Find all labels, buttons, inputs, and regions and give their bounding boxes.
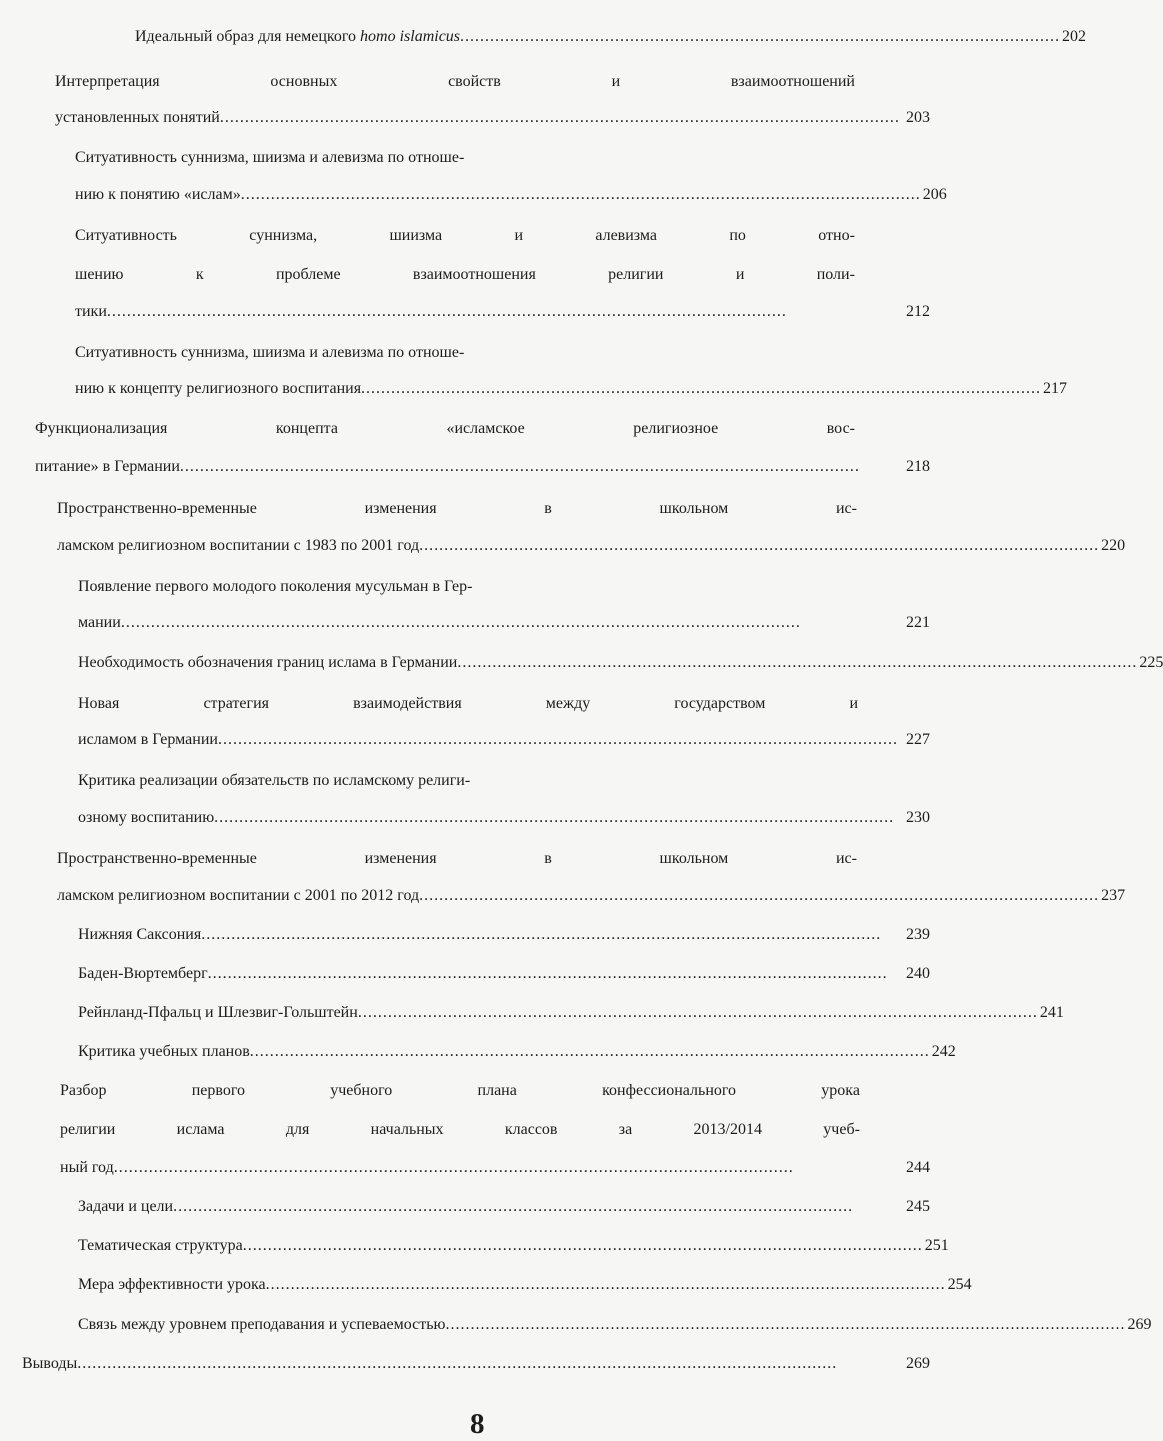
- toc-entry-line: [55, 73, 855, 91]
- leader-dots: ........................................................................................................................................: [214, 809, 895, 826]
- toc-entry[interactable]: [75, 303, 930, 321]
- toc-word: взаимоотношений: [730, 73, 855, 90]
- toc-page-number: 225: [1139, 654, 1163, 671]
- toc-word: Интерпретация: [55, 73, 160, 90]
- toc-page-number: 218: [906, 458, 930, 475]
- leader-dots: ........................................................................................................................................: [240, 186, 921, 203]
- leader-dots: ........................................................................................................................................: [265, 1276, 946, 1293]
- toc-entry[interactable]: [75, 380, 1068, 398]
- toc-entry-text: озному воспитанию: [78, 809, 215, 826]
- toc-word: школьном: [659, 850, 729, 867]
- toc-entry-text: Нижняя Саксония: [78, 926, 202, 943]
- toc-entry-text: тики: [75, 303, 107, 320]
- leader-dots: ........................................................................................................................................: [201, 926, 882, 943]
- toc-entry-text: Баден-Вюртемберг: [78, 965, 208, 982]
- toc-entry[interactable]: [78, 926, 930, 944]
- toc-word: концепта: [275, 420, 338, 437]
- leader-dots: ........................................................................................................................................: [219, 109, 900, 126]
- leader-dots: ........................................................................................................................................: [249, 1043, 930, 1060]
- toc-word: урока: [821, 1082, 860, 1099]
- toc-entry-line: [78, 695, 858, 713]
- leader-dots: ........................................................................................................................................: [217, 731, 898, 748]
- toc-word: школьном: [659, 500, 729, 517]
- toc-page-number: 202: [1062, 28, 1087, 45]
- toc-entry-text: Необходимость обозначения границ ислама в Германии: [78, 654, 458, 671]
- toc-entry[interactable]: [78, 809, 930, 827]
- toc-word: религиозное: [633, 420, 719, 437]
- toc-entry-line: [75, 266, 855, 284]
- toc-entry-line: [57, 500, 857, 518]
- toc-page-number: 269: [1127, 1316, 1152, 1333]
- toc-page-number: 203: [906, 109, 930, 126]
- toc-word: в: [544, 500, 552, 517]
- toc-word: учеб-: [823, 1121, 860, 1138]
- toc-word: между: [545, 695, 591, 712]
- toc-word: и: [735, 266, 745, 283]
- toc-word: Пространственно-временные: [57, 850, 257, 867]
- toc-word: ис-: [835, 850, 857, 867]
- toc-entry[interactable]: [78, 654, 1163, 672]
- toc-page-number: 221: [906, 614, 930, 631]
- toc-entry[interactable]: [35, 458, 930, 476]
- toc-word: основных: [270, 73, 338, 90]
- toc-entry-line: [35, 420, 855, 438]
- toc-word: религии: [608, 266, 664, 283]
- toc-page-number: 206: [922, 186, 947, 203]
- toc-entry-line: [75, 344, 464, 362]
- toc-page-number: 241: [1039, 1004, 1064, 1021]
- toc-page-number: 242: [931, 1043, 956, 1060]
- toc-word: и: [849, 695, 858, 712]
- leader-dots: ........................................................................................................................................: [357, 1004, 1038, 1021]
- toc-word: шению: [75, 266, 124, 283]
- toc-word: 2013/2014: [693, 1121, 762, 1138]
- toc-word: Разбор: [60, 1082, 107, 1099]
- leader-dots: ........................................................................................................................................: [457, 654, 1138, 671]
- toc-word: алевизма: [595, 227, 657, 244]
- toc-entry[interactable]: [78, 731, 930, 749]
- toc-entry[interactable]: [57, 537, 1126, 555]
- toc-entry[interactable]: [22, 1355, 930, 1373]
- toc-entry-text: Задачи и цели: [78, 1198, 174, 1215]
- toc-entry[interactable]: [78, 965, 930, 983]
- toc-entry[interactable]: [135, 28, 1087, 46]
- leader-dots: ........................................................................................................................................: [361, 380, 1042, 397]
- toc-word: вос-: [826, 420, 855, 437]
- toc-word: Функционализация: [35, 420, 168, 437]
- leader-dots: ........................................................................................................................................: [113, 1159, 794, 1176]
- toc-entry[interactable]: [78, 1276, 972, 1294]
- toc-word: и: [514, 227, 523, 244]
- toc-word: изменения: [364, 500, 437, 517]
- toc-entry-text: нию к концепту религиозного воспитания: [75, 380, 362, 397]
- leader-dots: ........................................................................................................................................................: [77, 1355, 838, 1372]
- toc-word: поли-: [816, 266, 855, 283]
- toc-entry-text: мании: [78, 614, 121, 631]
- leader-dots: ........................................................................................................................................: [120, 614, 801, 631]
- toc-entry-line: [60, 1082, 860, 1100]
- toc-page-number: 269: [906, 1355, 930, 1372]
- toc-word: ислама: [176, 1121, 225, 1138]
- leader-dots: ........................................................................................................................................: [419, 887, 1100, 904]
- toc-entry[interactable]: [55, 109, 930, 127]
- toc-word: взаимоотношения: [412, 266, 536, 283]
- toc-page-number: 237: [1101, 887, 1126, 904]
- toc-word: Ситуативность: [75, 227, 177, 244]
- toc-word: ис-: [835, 500, 857, 517]
- toc-entry[interactable]: [78, 1237, 949, 1255]
- toc-word: по: [729, 227, 746, 244]
- toc-entry-text: Ситуативность суннизма, шиизма и алевизма по отноше-: [75, 344, 465, 361]
- toc-word: классов: [504, 1121, 558, 1138]
- toc-word: и: [611, 73, 621, 90]
- toc-word: в: [544, 850, 552, 867]
- toc-word: взаимодействия: [353, 695, 462, 712]
- toc-word: конфессионального: [602, 1082, 737, 1099]
- toc-word: к: [195, 266, 204, 283]
- toc-entry-italic: homo islamicus: [360, 28, 461, 45]
- toc-entry-text: Тематическая структура: [78, 1237, 243, 1254]
- leader-dots: ........................................................................................................................................: [445, 1316, 1126, 1333]
- page-number: 8: [470, 1408, 485, 1440]
- toc-entry-text: питание» в Германии: [35, 458, 180, 475]
- toc-entry[interactable]: [78, 614, 930, 632]
- leader-dots: ........................................................................................................................................: [179, 458, 860, 475]
- toc-word: отно-: [818, 227, 855, 244]
- toc-page-number: 254: [947, 1276, 972, 1293]
- toc-word: для: [285, 1121, 310, 1138]
- toc-word: плана: [477, 1082, 517, 1099]
- toc-word: стратегия: [203, 695, 270, 712]
- toc-page-number: 245: [906, 1198, 930, 1215]
- toc-page-number: 239: [906, 926, 930, 943]
- toc-word: Пространственно-временные: [57, 500, 257, 517]
- toc-entry-text: Ситуативность суннизма, шиизма и алевизма по отноше-: [75, 149, 465, 166]
- toc-entry-text: Критика реализации обязательств по исламскому религи-: [78, 772, 471, 789]
- toc-page-number: 217: [1043, 380, 1068, 397]
- toc-entry-text: ный год: [60, 1159, 114, 1176]
- toc-entry-line: [78, 772, 470, 790]
- toc-word: «исламское: [446, 420, 525, 437]
- toc-word: шиизма: [389, 227, 443, 244]
- toc-entry[interactable]: [75, 186, 947, 204]
- toc-word: суннизма,: [249, 227, 318, 244]
- leader-dots: ........................................................................................................................................: [173, 1198, 854, 1215]
- toc-entry-text: нию к понятию «ислам»: [75, 186, 241, 203]
- toc-entry-text: Критика учебных планов: [78, 1043, 250, 1060]
- leader-dots: ........................................................................................................................................: [106, 303, 787, 320]
- toc-entry[interactable]: [78, 1316, 1152, 1334]
- toc-page-number: 220: [1101, 537, 1126, 554]
- toc-word: Новая: [78, 695, 120, 712]
- leader-dots: ........................................................................................................................................: [207, 965, 888, 982]
- toc-entry[interactable]: [57, 887, 1126, 905]
- toc-entry-text: Выводы: [22, 1355, 78, 1372]
- toc-entry[interactable]: [78, 1198, 930, 1216]
- toc-word: изменения: [364, 850, 437, 867]
- toc-entry-text: исламом в Германии: [78, 731, 218, 748]
- toc-word: религии: [60, 1121, 116, 1138]
- toc-entry-line: [75, 227, 855, 245]
- toc-entry-text: ламском религиозном воспитании с 2001 по 2012 год: [57, 887, 420, 904]
- toc-entry-text: Идеальный образ для немецкого: [135, 28, 361, 45]
- toc-entry-text: Связь между уровнем преподавания и успеваемостью: [78, 1316, 446, 1333]
- toc-entry-text: Рейнланд-Пфальц и Шлезвиг-Гольштейн: [78, 1004, 358, 1021]
- toc-word: учебного: [330, 1082, 393, 1099]
- toc-word: начальных: [370, 1121, 444, 1138]
- toc-entry-line: [78, 578, 472, 596]
- toc-entry[interactable]: [60, 1159, 930, 1177]
- toc-entry-line: [60, 1121, 860, 1139]
- toc-page-number: 227: [906, 731, 930, 748]
- leader-dots: ........................................................................................................................: [460, 28, 1061, 45]
- toc-word: первого: [191, 1082, 245, 1099]
- toc-word: свойств: [448, 73, 501, 90]
- leader-dots: ........................................................................................................................................: [419, 537, 1100, 554]
- toc-word: проблеме: [275, 266, 341, 283]
- toc-page-number: 212: [906, 303, 930, 320]
- toc-entry-text: ламском религиозном воспитании с 1983 по 2001 год: [57, 537, 420, 554]
- leader-dots: ........................................................................................................................................: [242, 1237, 923, 1254]
- toc-entry[interactable]: [78, 1043, 956, 1061]
- toc-word: за: [618, 1121, 633, 1138]
- toc-entry-text: Появление первого молодого поколения мусульман в Гер-: [78, 578, 473, 595]
- toc-page-number: 244: [906, 1159, 930, 1176]
- toc-page-number: 251: [924, 1237, 949, 1254]
- toc-entry-text: установленных понятий: [55, 109, 220, 126]
- toc-entry-line: [57, 850, 857, 868]
- toc-entry-text: Мера эффективности урока: [78, 1276, 266, 1293]
- toc-entry[interactable]: [78, 1004, 1064, 1022]
- toc-page-number: 230: [906, 809, 930, 826]
- toc-word: государством: [674, 695, 766, 712]
- toc-page-number: 240: [906, 965, 930, 982]
- toc-entry-line: [75, 149, 464, 167]
